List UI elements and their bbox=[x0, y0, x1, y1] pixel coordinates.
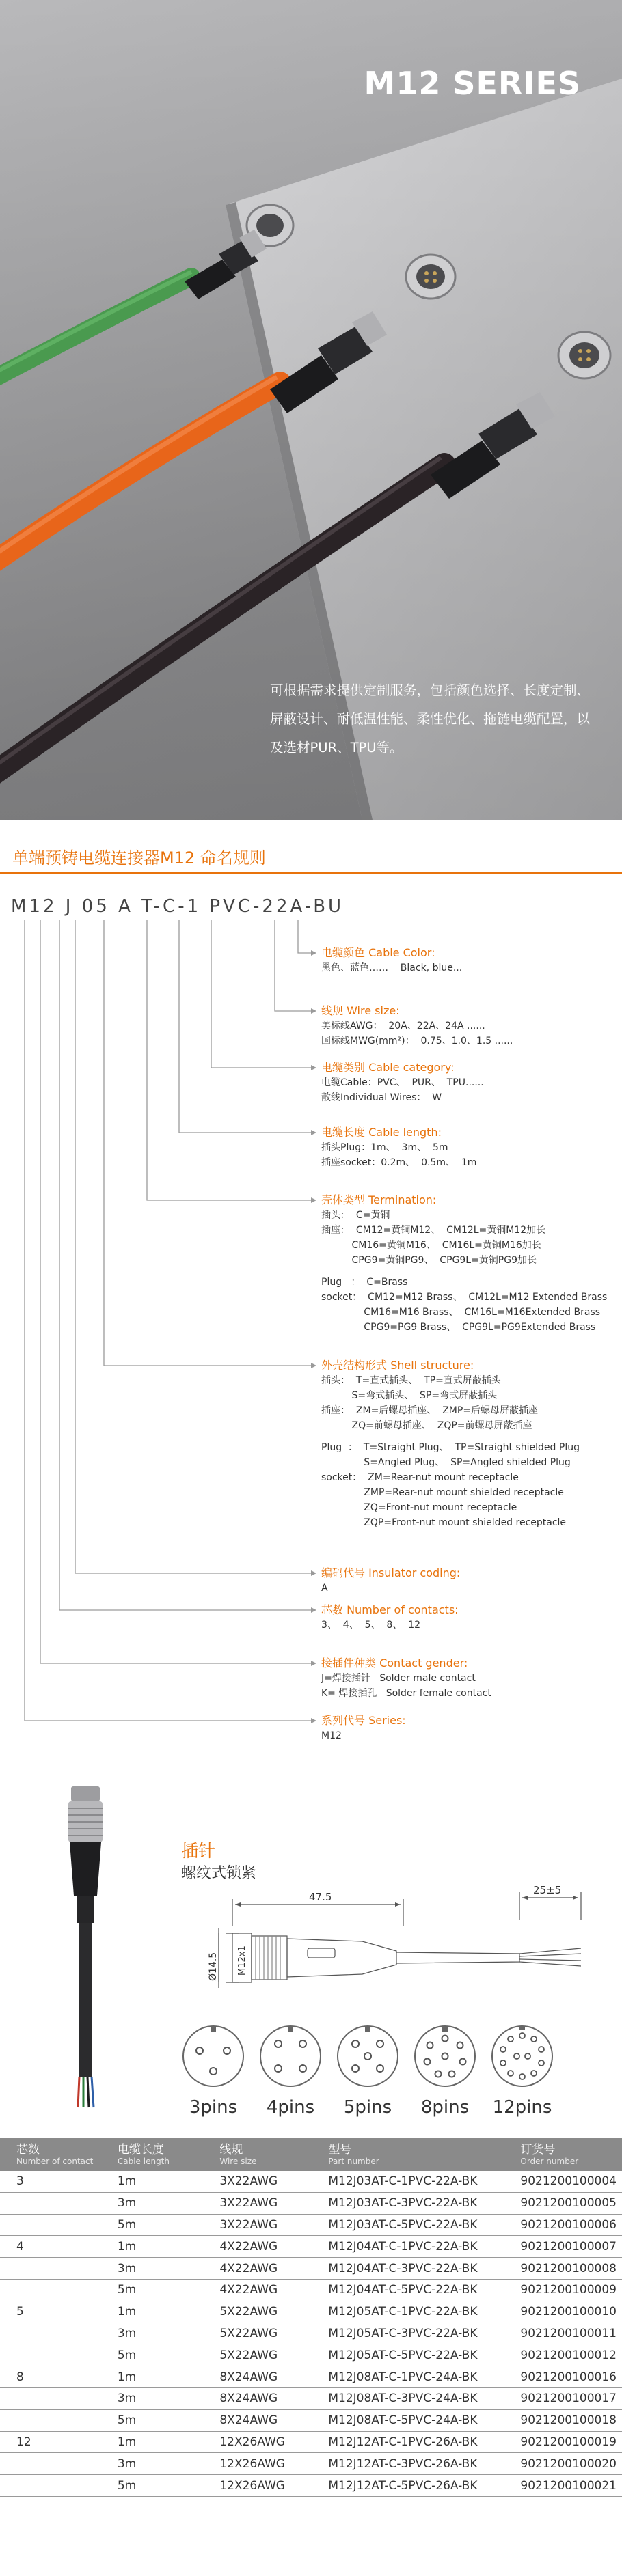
header-en: Order number bbox=[520, 2156, 579, 2166]
receptacle-2 bbox=[406, 255, 455, 299]
pin-face-3-icon bbox=[179, 2022, 247, 2090]
field-line: CM16=M16 Brass、 CM16L=M16Extended Brass bbox=[321, 1307, 601, 1318]
field-line: CPG9=黄铜PG9、 CPG9L=黄铜PG9加长 bbox=[321, 1255, 537, 1266]
field-contacts bbox=[321, 1603, 615, 1633]
field-line: 黑色、蓝色…… Black, blue... bbox=[321, 962, 463, 973]
field-insulator-coding bbox=[321, 1566, 615, 1596]
cell-order-number: 9021200100018 bbox=[504, 2409, 622, 2431]
code-seg: T bbox=[141, 896, 154, 917]
pin-face-4-icon bbox=[256, 2022, 325, 2090]
code-seg: 05 bbox=[81, 896, 110, 917]
field-line: K= 焊接插孔 Solder female contact bbox=[321, 1688, 491, 1699]
cell-contacts: 8 bbox=[0, 2366, 101, 2388]
cell-order-number: 9021200100010 bbox=[504, 2301, 622, 2323]
cell-wire-size: 12X26AWG bbox=[203, 2475, 312, 2497]
pin-layout-8 bbox=[411, 2022, 479, 2118]
cell-contacts bbox=[0, 2453, 101, 2475]
table-row bbox=[0, 2279, 622, 2301]
field-contact-gender bbox=[321, 1656, 615, 1701]
code-seg: A bbox=[118, 896, 133, 917]
field-line bbox=[321, 1268, 615, 1275]
code-seg: C bbox=[163, 896, 178, 917]
cell-length: 1m bbox=[101, 2431, 203, 2453]
field-line: ZQP=Front-nut mount shielded receptacle bbox=[321, 1517, 567, 1528]
code-seg: - bbox=[304, 896, 314, 917]
table-body bbox=[0, 2171, 622, 2496]
cell-length: 5m bbox=[101, 2475, 203, 2497]
pin-face-5-icon bbox=[334, 2022, 402, 2090]
orange-divider bbox=[0, 872, 622, 874]
pin-layout-4 bbox=[256, 2022, 325, 2118]
field-line: S=Angled Plug、 SP=Angled shielded Plug bbox=[321, 1457, 571, 1468]
naming-rules-title: 单端预铸电缆连接器M12 命名规则 bbox=[12, 848, 266, 868]
code-seg: 22A bbox=[262, 896, 305, 917]
field-line: 插头： C=黄铜 bbox=[321, 1210, 390, 1221]
table-row bbox=[0, 2453, 622, 2475]
pin-layout-12 bbox=[488, 2022, 556, 2118]
cell-wire-size: 4X22AWG bbox=[203, 2258, 312, 2280]
table-row bbox=[0, 2409, 622, 2431]
cell-order-number: 9021200100017 bbox=[504, 2387, 622, 2409]
field-termination bbox=[321, 1193, 615, 1335]
pin-face-12-icon bbox=[488, 2022, 556, 2090]
cell-part-number: M12J03AT-C-5PVC-22A-BK bbox=[312, 2214, 504, 2236]
table-row bbox=[0, 2323, 622, 2344]
field-title: 接插件种类 Contact gender: bbox=[321, 1657, 468, 1670]
header-wire-size bbox=[203, 2138, 312, 2171]
pin-caption: 3pins bbox=[189, 2097, 238, 2118]
field-shell-structure bbox=[321, 1358, 615, 1530]
cell-contacts: 3 bbox=[0, 2171, 101, 2192]
cell-wire-size: 3X22AWG bbox=[203, 2171, 312, 2192]
cell-contacts: 5 bbox=[0, 2301, 101, 2323]
cell-order-number: 9021200100006 bbox=[504, 2214, 622, 2236]
cell-part-number: M12J12AT-C-1PVC-26A-BK bbox=[312, 2431, 504, 2453]
pin-face-8-icon bbox=[411, 2022, 479, 2090]
field-line: S=弯式插头、 SP=弯式屏蔽插头 bbox=[321, 1390, 498, 1401]
cell-part-number: M12J05AT-C-1PVC-22A-BK bbox=[312, 2301, 504, 2323]
locking-type-label: 螺纹式锁紧 bbox=[181, 1865, 257, 1882]
field-line: 插头Plug：1m、 3m、 5m bbox=[321, 1142, 448, 1153]
table-row bbox=[0, 2344, 622, 2366]
cell-wire-size: 12X26AWG bbox=[203, 2453, 312, 2475]
cell-part-number: M12J12AT-C-5PVC-26A-BK bbox=[312, 2475, 504, 2497]
cell-contacts bbox=[0, 2344, 101, 2366]
cell-part-number: M12J03AT-C-3PVC-22A-BK bbox=[312, 2192, 504, 2214]
table-row bbox=[0, 2301, 622, 2323]
cell-contacts bbox=[0, 2387, 101, 2409]
field-series bbox=[321, 1713, 615, 1743]
cell-wire-size: 12X26AWG bbox=[203, 2431, 312, 2453]
cell-order-number: 9021200100008 bbox=[504, 2258, 622, 2280]
cell-part-number: M12J08AT-C-3PVC-24A-BK bbox=[312, 2387, 504, 2409]
field-line: Plug ： T=Straight Plug、 TP=Straight shielded Plug bbox=[321, 1442, 580, 1453]
code-seg: M12 bbox=[11, 896, 57, 917]
header-cn: 线规 bbox=[219, 2142, 243, 2157]
cell-order-number: 9021200100012 bbox=[504, 2344, 622, 2366]
cell-length: 5m bbox=[101, 2279, 203, 2301]
cell-contacts bbox=[0, 2475, 101, 2497]
header-cn: 电缆长度 bbox=[117, 2142, 164, 2157]
pin-layout-3 bbox=[179, 2022, 247, 2118]
field-cable-category bbox=[321, 1060, 615, 1105]
field-line: CPG9=PG9 Brass、 CPG9L=PG9Extended Brass bbox=[321, 1322, 596, 1333]
cell-order-number: 9021200100020 bbox=[504, 2453, 622, 2475]
code-seg: - bbox=[153, 896, 163, 917]
cell-length: 3m bbox=[101, 2192, 203, 2214]
cell-contacts bbox=[0, 2192, 101, 2214]
cell-part-number: M12J04AT-C-3PVC-22A-BK bbox=[312, 2258, 504, 2280]
cell-contacts bbox=[0, 2409, 101, 2431]
cell-length: 3m bbox=[101, 2323, 203, 2344]
dim-diameter-label: Ø14.5 bbox=[208, 1952, 219, 1981]
cell-wire-size: 3X22AWG bbox=[203, 2192, 312, 2214]
table-row bbox=[0, 2258, 622, 2280]
table-header-row bbox=[0, 2138, 622, 2171]
field-line: 美标线AWG： 20A、22A、24A ...... bbox=[321, 1021, 485, 1031]
field-line: 散线Individual Wires： W bbox=[321, 1092, 442, 1103]
field-cable-color bbox=[321, 945, 615, 975]
cell-wire-size: 5X22AWG bbox=[203, 2301, 312, 2323]
field-line bbox=[321, 1433, 615, 1440]
header-part-number bbox=[312, 2138, 504, 2171]
table-row bbox=[0, 2214, 622, 2236]
cell-part-number: M12J05AT-C-3PVC-22A-BK bbox=[312, 2323, 504, 2344]
header-order-number bbox=[504, 2138, 622, 2171]
cell-order-number: 9021200100004 bbox=[504, 2171, 622, 2192]
hero-banner bbox=[0, 0, 622, 820]
field-title: 壳体类型 Termination: bbox=[321, 1193, 437, 1206]
cell-length: 1m bbox=[101, 2236, 203, 2258]
cell-contacts bbox=[0, 2214, 101, 2236]
cell-part-number: M12J03AT-C-1PVC-22A-BK bbox=[312, 2171, 504, 2192]
cell-order-number: 9021200100016 bbox=[504, 2366, 622, 2388]
table-row bbox=[0, 2431, 622, 2453]
cell-part-number: M12J12AT-C-3PVC-26A-BK bbox=[312, 2453, 504, 2475]
pin-type-label: 插针 bbox=[181, 1841, 216, 1861]
dim-strip-label: 25±5 bbox=[533, 1884, 562, 1896]
field-line: M12 bbox=[321, 1730, 342, 1741]
cell-contacts bbox=[0, 2323, 101, 2344]
pin-caption: 5pins bbox=[343, 2097, 392, 2118]
cell-wire-size: 8X24AWG bbox=[203, 2409, 312, 2431]
cell-order-number: 9021200100019 bbox=[504, 2431, 622, 2453]
cell-wire-size: 4X22AWG bbox=[203, 2236, 312, 2258]
field-line: 插座socket：0.2m、 0.5m、 1m bbox=[321, 1157, 477, 1168]
field-title: 电缆颜色 Cable Color: bbox=[321, 946, 435, 959]
header-en: Cable length bbox=[117, 2156, 170, 2166]
pin-caption: 12pins bbox=[492, 2097, 552, 2118]
table-row bbox=[0, 2192, 622, 2214]
header-contacts bbox=[0, 2138, 101, 2171]
code-seg: - bbox=[253, 896, 262, 917]
cell-contacts bbox=[0, 2279, 101, 2301]
dim-length-label: 47.5 bbox=[309, 1891, 332, 1903]
dimension-drawing bbox=[208, 1884, 608, 2008]
field-line: J=焊接插针 Solder male contact bbox=[321, 1673, 476, 1684]
cell-wire-size: 4X22AWG bbox=[203, 2279, 312, 2301]
field-title: 编码代号 Insulator coding: bbox=[321, 1566, 461, 1579]
header-en: Number of contact bbox=[16, 2156, 94, 2166]
header-cn: 型号 bbox=[328, 2142, 352, 2157]
cell-contacts bbox=[0, 2258, 101, 2280]
code-seg: BU bbox=[313, 896, 344, 917]
pin-caption: 8pins bbox=[420, 2097, 470, 2118]
cell-length: 5m bbox=[101, 2214, 203, 2236]
field-line: CM16=黄铜M16、 CM16L=黄铜M16加长 bbox=[321, 1240, 541, 1251]
field-line: 3、 4、 5、 8、 12 bbox=[321, 1620, 421, 1631]
table-row bbox=[0, 2236, 622, 2258]
table-row bbox=[0, 2366, 622, 2388]
header-en: Wire size bbox=[219, 2156, 257, 2166]
field-line: 插座： ZM=后螺母插座、 ZMP=后螺母屏蔽插座 bbox=[321, 1405, 539, 1416]
field-title: 芯数 Number of contacts: bbox=[321, 1603, 459, 1616]
code-seg: - bbox=[178, 896, 187, 917]
field-line: 国标线MWG(mm²)： 0.75、1.0、1.5 ...... bbox=[321, 1036, 513, 1047]
cell-length: 3m bbox=[101, 2453, 203, 2475]
field-line: ZQ=Front-nut mount receptacle bbox=[321, 1502, 517, 1513]
header-en: Part number bbox=[328, 2156, 379, 2166]
header-length bbox=[101, 2138, 203, 2171]
cell-length: 1m bbox=[101, 2171, 203, 2192]
header-cn: 芯数 bbox=[16, 2142, 40, 2157]
cell-length: 3m bbox=[101, 2387, 203, 2409]
hero-description: 可根据需求提供定制服务，包括颜色选择、长度定制、屏蔽设计、耐低温性能、柔性优化、拖链电缆配置，以及选材PUR、TPU等。 bbox=[270, 682, 591, 756]
pin-layout-5 bbox=[334, 2022, 402, 2118]
field-line: Plug ： C=Brass bbox=[321, 1277, 408, 1288]
cell-part-number: M12J08AT-C-1PVC-24A-BK bbox=[312, 2366, 504, 2388]
code-seg: PVC bbox=[209, 896, 254, 917]
receptacle-3 bbox=[558, 332, 610, 378]
cell-wire-size: 5X22AWG bbox=[203, 2323, 312, 2344]
cell-part-number: M12J04AT-C-1PVC-22A-BK bbox=[312, 2236, 504, 2258]
cell-part-number: M12J05AT-C-5PVC-22A-BK bbox=[312, 2344, 504, 2366]
table-row bbox=[0, 2475, 622, 2497]
cell-part-number: M12J08AT-C-5PVC-24A-BK bbox=[312, 2409, 504, 2431]
field-title: 线规 Wire size: bbox=[321, 1004, 400, 1017]
code-seg: 1 bbox=[187, 896, 202, 917]
cell-length: 3m bbox=[101, 2258, 203, 2280]
series-title: M12 SERIES bbox=[364, 65, 581, 102]
field-line: A bbox=[321, 1583, 328, 1594]
cell-order-number: 9021200100005 bbox=[504, 2192, 622, 2214]
cell-length: 5m bbox=[101, 2344, 203, 2366]
cell-length: 1m bbox=[101, 2366, 203, 2388]
cell-wire-size: 3X22AWG bbox=[203, 2214, 312, 2236]
cell-wire-size: 5X22AWG bbox=[203, 2344, 312, 2366]
cell-part-number: M12J04AT-C-5PVC-22A-BK bbox=[312, 2279, 504, 2301]
field-title: 外壳结构形式 Shell structure: bbox=[321, 1359, 474, 1372]
cell-contacts: 4 bbox=[0, 2236, 101, 2258]
field-line: 电缆Cable：PVC、 PUR、 TPU...... bbox=[321, 1077, 484, 1088]
field-line: 插头： T=直式插头、 TP=直式屏蔽插头 bbox=[321, 1375, 501, 1386]
cell-wire-size: 8X24AWG bbox=[203, 2387, 312, 2409]
header-cn: 订货号 bbox=[520, 2142, 556, 2157]
cell-contacts: 12 bbox=[0, 2431, 101, 2453]
cell-order-number: 9021200100011 bbox=[504, 2323, 622, 2344]
field-wire-size bbox=[321, 1003, 615, 1049]
cell-length: 5m bbox=[101, 2409, 203, 2431]
dim-thread-label: M12x1 bbox=[237, 1945, 247, 1976]
field-title: 系列代号 Series: bbox=[321, 1714, 406, 1727]
order-table bbox=[0, 2138, 622, 2497]
cable-product-photo bbox=[62, 1786, 109, 2107]
field-cable-length bbox=[321, 1125, 615, 1170]
cell-order-number: 9021200100021 bbox=[504, 2475, 622, 2497]
field-line: 插座： CM12=黄铜M12、 CM12L=黄铜M12加长 bbox=[321, 1225, 546, 1236]
table-row bbox=[0, 2387, 622, 2409]
cell-length: 1m bbox=[101, 2301, 203, 2323]
field-line: socket： ZM=Rear-nut mount receptacle bbox=[321, 1472, 519, 1483]
cell-order-number: 9021200100007 bbox=[504, 2236, 622, 2258]
field-line: ZMP=Rear-nut mount shielded receptacle bbox=[321, 1487, 564, 1498]
field-line: ZQ=前螺母插座、 ZQP=前螺母屏蔽插座 bbox=[321, 1420, 532, 1431]
table-row bbox=[0, 2171, 622, 2192]
pin-caption: 4pins bbox=[266, 2097, 315, 2118]
cell-order-number: 9021200100009 bbox=[504, 2279, 622, 2301]
code-seg: J bbox=[65, 896, 74, 917]
field-title: 电缆长度 Cable length: bbox=[321, 1126, 442, 1139]
cell-wire-size: 8X24AWG bbox=[203, 2366, 312, 2388]
field-title: 电缆类别 Cable category: bbox=[321, 1061, 455, 1074]
field-line: socket： CM12=M12 Brass、 CM12L=M12 Extended Brass bbox=[321, 1292, 608, 1303]
